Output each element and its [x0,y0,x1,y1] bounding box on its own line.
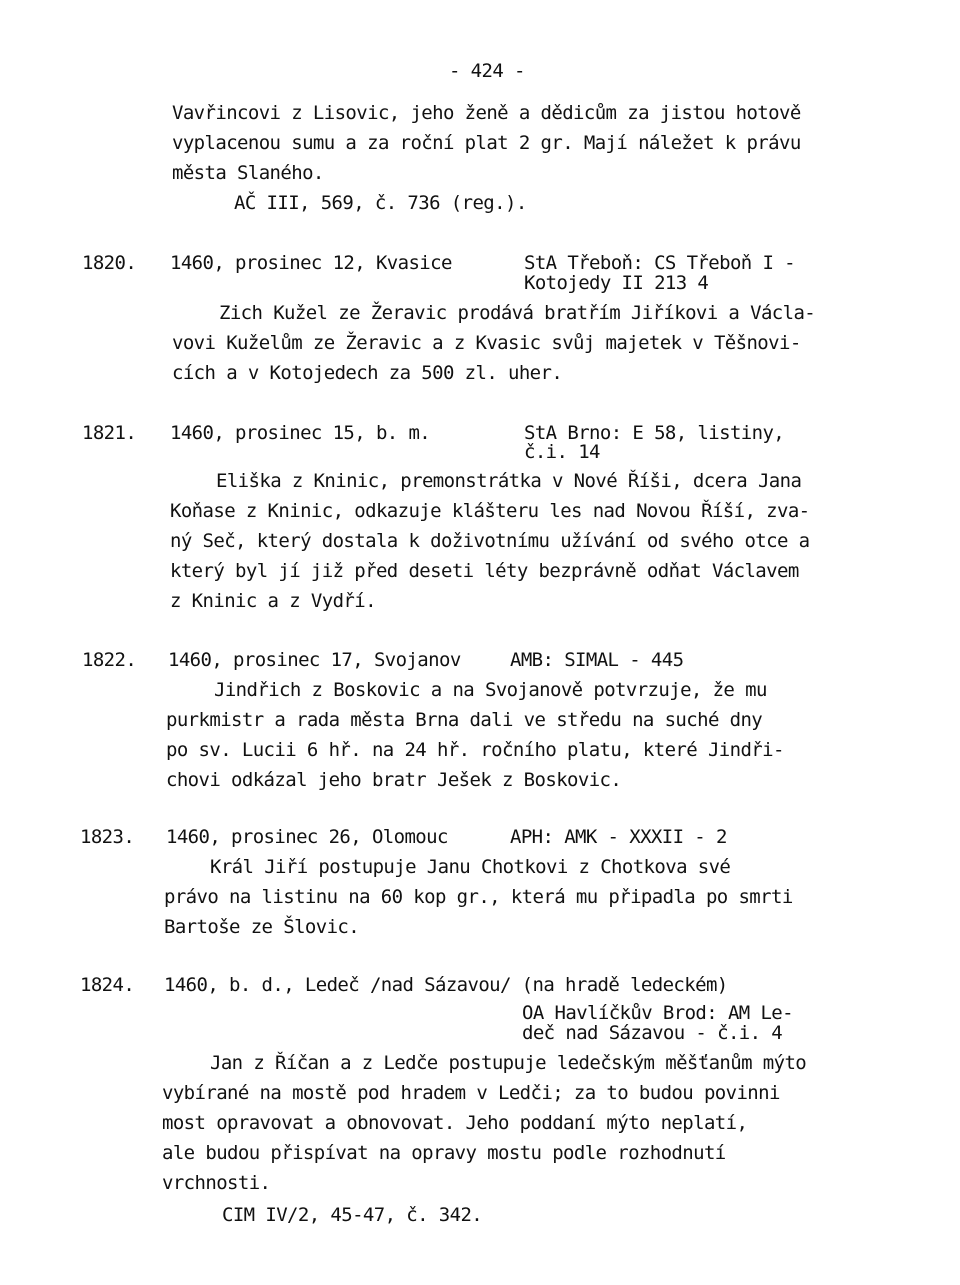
entry-number: 1820. [82,252,137,274]
entry-date-place: 1460, prosinec 17, Svojanov [168,649,461,671]
entry-text-line: Koňase z Kninic, odkazuje klášteru les nad Novou Říší, zva- [170,500,810,522]
entry-text-line: Jan z Říčan a z Ledče postupuje ledečským měšťanům mýto [210,1052,807,1074]
entry-archive: deč nad Sázavou - č.i. 4 [522,1022,783,1044]
entry-text-line: Jindřich z Boskovic a na Svojanově potvrzuje, že mu [214,679,767,701]
entry-text-line: Zich Kužel ze Žeravic prodává bratřím Jiříkovi a Václa- [219,302,816,324]
entry-number: 1823. [80,826,135,848]
entry-date-place: 1460, prosinec 12, Kvasice [170,252,452,274]
entry-text-line: vrchnosti. [162,1172,271,1194]
intro-line: města Slaného. [172,162,324,184]
entry-text-line: Král Jiří postupuje Janu Chotkovi z Chotkova své [210,856,731,878]
entry-number: 1821. [82,422,137,444]
entry-text-line: chovi odkázal jeho bratr Ješek z Boskovic. [166,769,622,791]
entry-text-line: Eliška z Kninic, premonstrátka v Nové Říši, dcera Jana [216,470,802,492]
entry-text-line: purkmistr a rada města Brna dali ve středu na suché dny [166,709,763,731]
page-number: - 424 - [449,60,525,82]
entry-date-place: 1460, b. d., Ledeč /nad Sázavou/ (na hradě ledeckém) [164,974,728,996]
entry-archive: StA Třeboň: CS Třeboň I - [524,252,795,274]
entry-number: 1822. [82,649,137,671]
intro-line: vyplacenou sumu a za roční plat 2 gr. Mají náležet k právu [172,132,801,154]
entry-archive: č.i. 14 [524,441,600,463]
intro-reference: AČ III, 569, č. 736 (reg.). [234,192,527,214]
entry-archive: StA Brno: E 58, listiny, [524,422,785,444]
entry-text-line: po sv. Lucii 6 hř. na 24 hř. ročního platu, které Jindři- [166,739,784,761]
entry-text-line: z Kninic a z Vydří. [170,590,376,612]
entry-text-line: vovi Kuželům ze Žeravic a z Kvasic svůj majetek v Těšnovi- [172,332,801,354]
entry-text-line: který byl jí již před deseti léty bezprávně odňat Václavem [170,560,799,582]
entry-text-line: Bartoše ze Šlovic. [164,916,360,938]
entry-date-place: 1460, prosinec 15, b. m. [170,422,431,444]
entry-text-line: ale budou přispívat na opravy mostu podle rozhodnutí [162,1142,726,1164]
entry-archive: APH: AMK - XXXII - 2 [510,826,727,848]
entry-text-line: ný Seč, který dostala k doživotnímu užívání od svého otce a [170,530,810,552]
entry-text-line: most opravovat a obnovovat. Jeho poddaní mýto neplatí, [162,1112,748,1134]
entry-date-place: 1460, prosinec 26, Olomouc [166,826,448,848]
entry-reference: CIM IV/2, 45-47, č. 342. [222,1204,483,1226]
intro-line: Vavřincovi z Lisovic, jeho ženě a dědicům za jistou hotově [172,102,801,124]
entry-text-line: vybírané na mostě pod hradem v Ledči; za to budou povinni [162,1082,780,1104]
entry-archive: Kotojedy II 213 4 [524,272,709,294]
entry-archive: AMB: SIMAL - 445 [510,649,684,671]
entry-number: 1824. [80,974,135,996]
entry-text-line: cích a v Kotojedech za 500 zl. uher. [172,362,563,384]
entry-text-line: právo na listinu na 60 kop gr., která mu připadla po smrti [164,886,793,908]
entry-archive: OA Havlíčkův Brod: AM Le- [522,1002,793,1024]
